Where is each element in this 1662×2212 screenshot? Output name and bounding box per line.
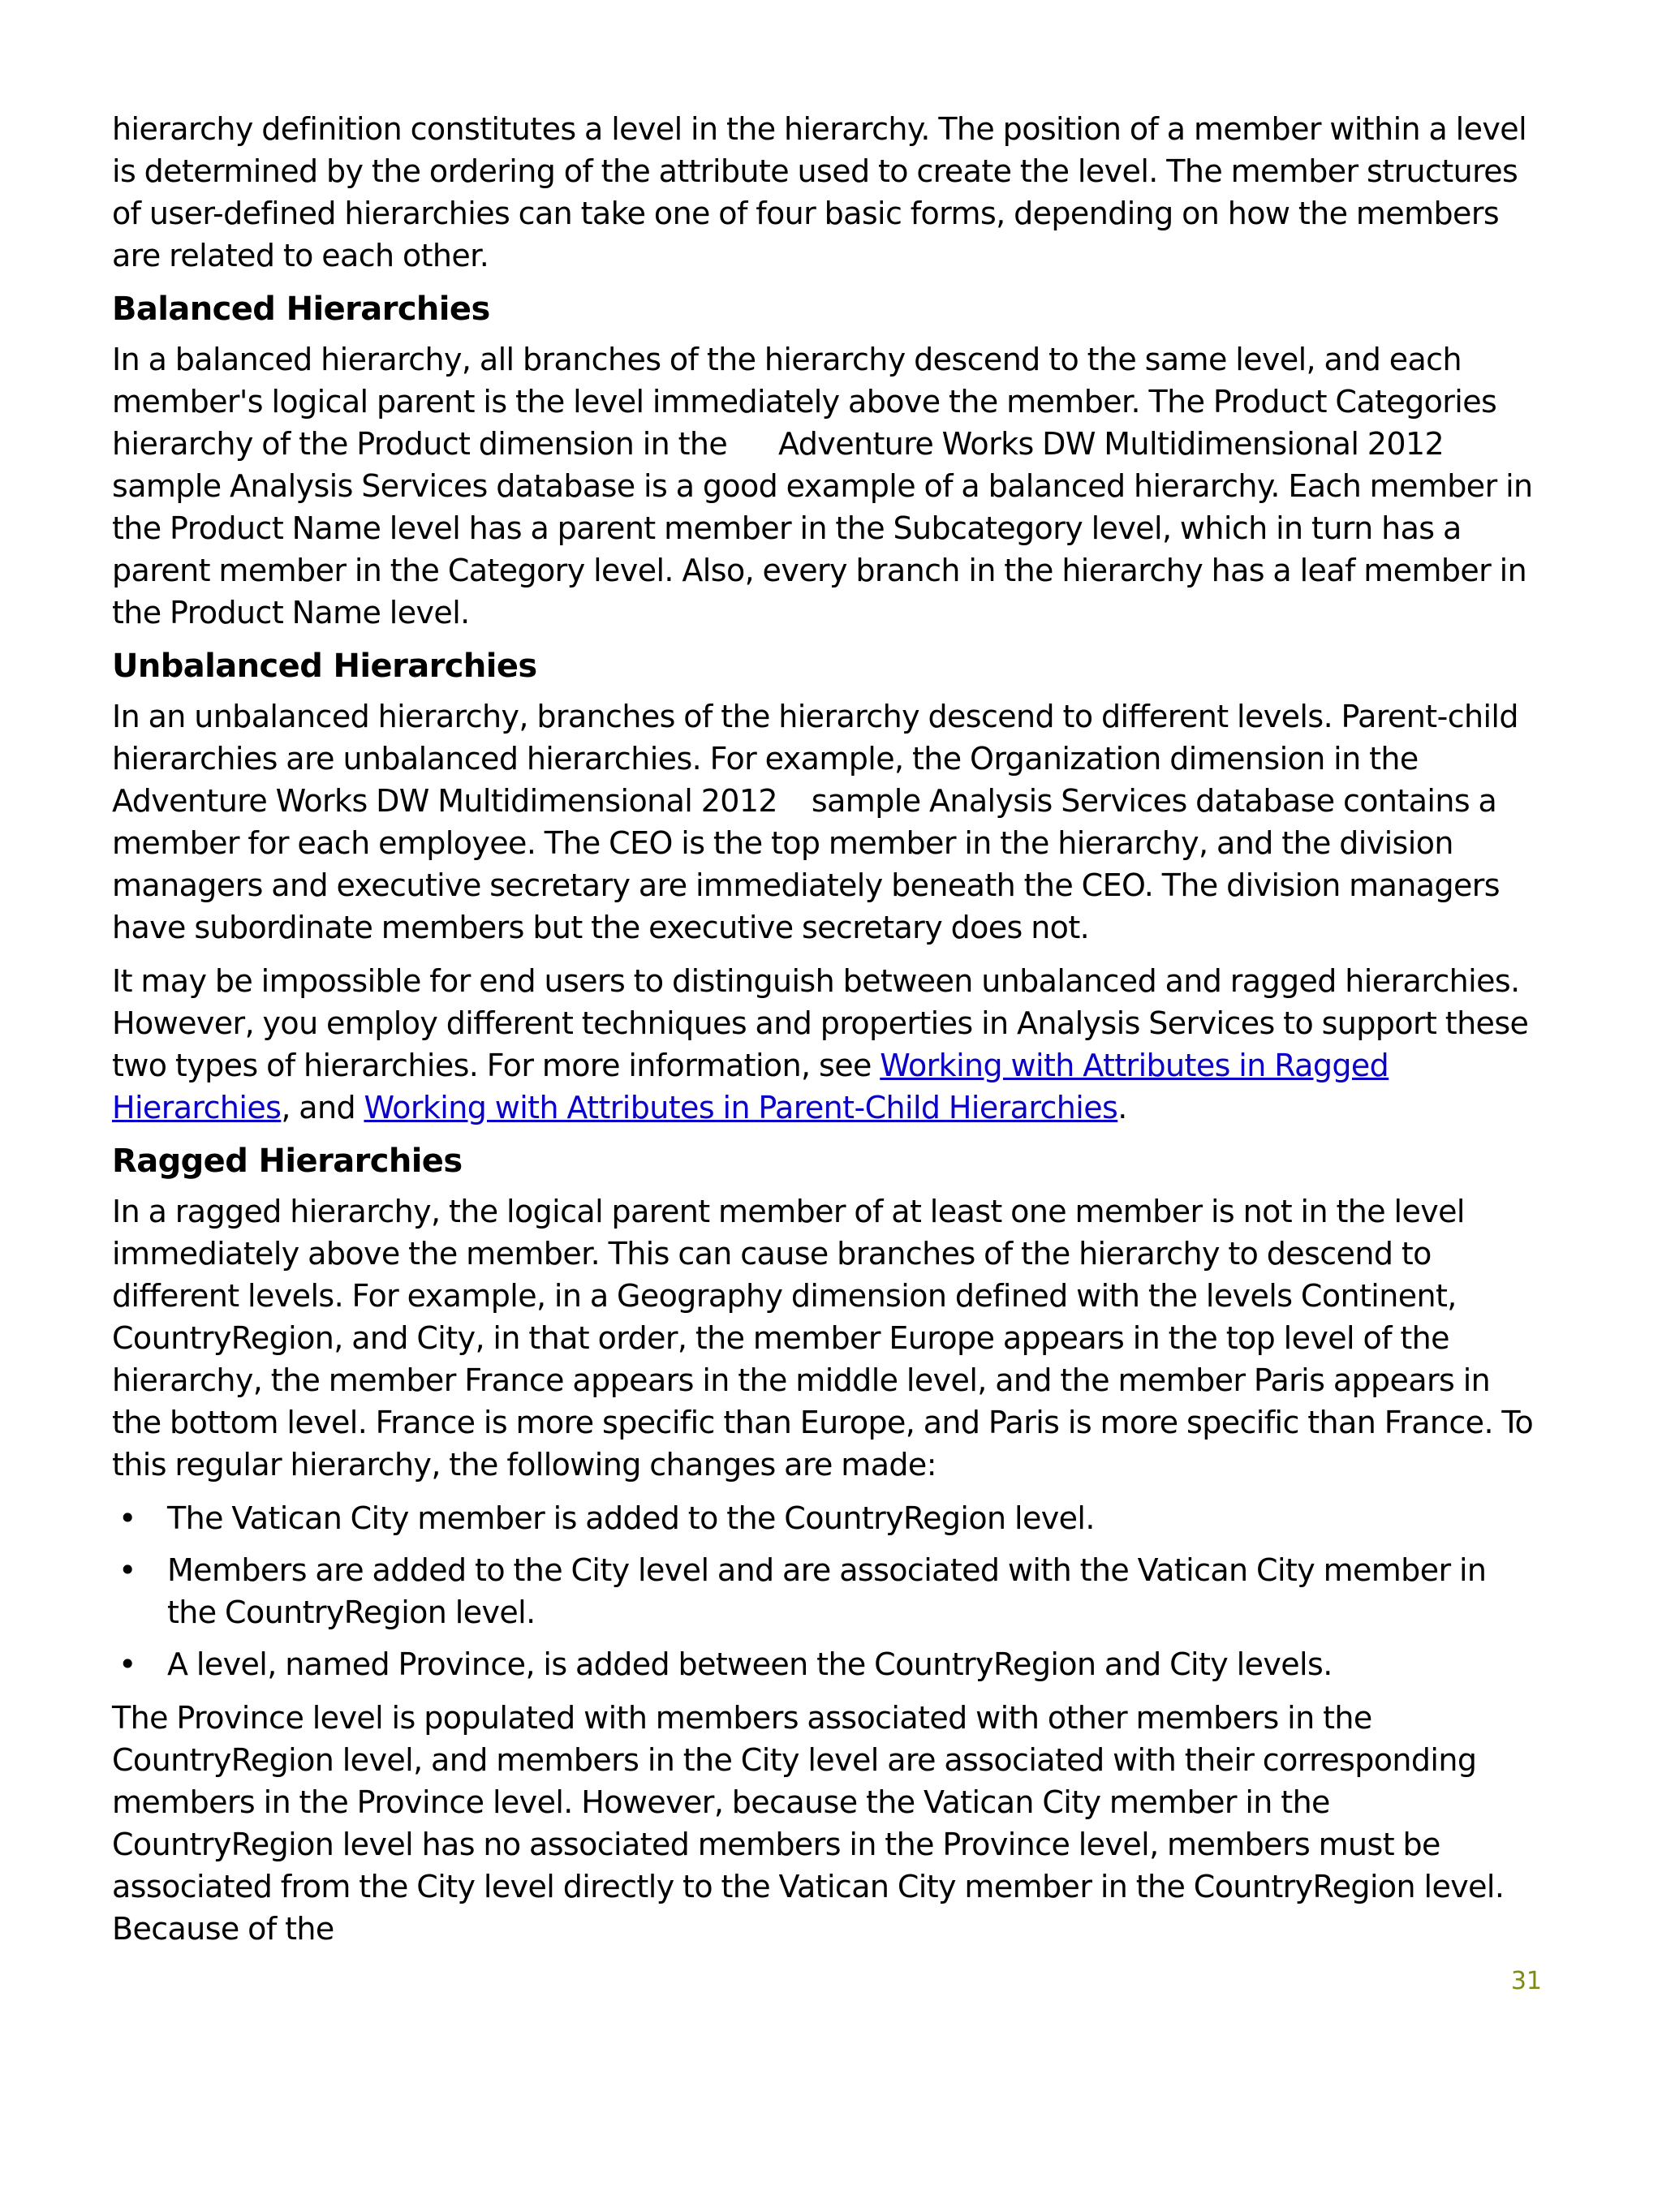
distinguish-text-start: It may be impossible for end users to distinguish between unbalanced and ragged hierarchies. However, you employ different techniques and properties in Analysis Services to support these two types of hierarchies. For more information, see: [112, 963, 1529, 1083]
bullet-icon: •: [118, 1552, 136, 1588]
document-page: [112, 108, 1542, 1961]
heading-unbalanced-hierarchies: Unbalanced Hierarchies: [112, 648, 537, 685]
list-item: [112, 1497, 1542, 1539]
balanced-paragraph: In a balanced hierarchy, all branches of the hierarchy descend to the same level, and each member's logical parent is the level immediately above the member. The Product Categories hierarchy of the Product dimension in the Adventure Works DW Multidimensional 2012 sample Analysis Services database is a good example of a balanced hierarchy. Each member in the Product Name level has a parent member in the Subcategory level, which in turn has a parent member in the Category level. Also, every branch in the hierarchy has a leaf member in the Product Name level.: [112, 342, 1533, 630]
intro-paragraph: hierarchy definition constitutes a level in the hierarchy. The position of a member within a level is determined by the ordering of the attribute used to create the level. The member structures of user-defined hierarchies can take one of four basic forms, depending on how the members are related to each other.: [112, 111, 1527, 273]
bullet-icon: •: [118, 1500, 136, 1536]
list-item-text: Members are added to the City level and are associated with the Vatican City member in the CountryRegion level.: [167, 1552, 1487, 1630]
distinguish-text-end: .: [1117, 1090, 1127, 1125]
bullet-icon: •: [118, 1646, 136, 1682]
list-item-text: A level, named Province, is added between the CountryRegion and City levels.: [167, 1646, 1333, 1682]
heading-ragged-hierarchies: Ragged Hierarchies: [112, 1143, 463, 1180]
list-item: [112, 1549, 1542, 1633]
unbalanced-paragraph: In an unbalanced hierarchy, branches of the hierarchy descend to different levels. Parent-child hierarchies are unbalanced hierarchies. For example, the Organization dimension in the Adventure Works DW Multidimensional 2012 sample Analysis Services database contains a member for each employee. The CEO is the top member in the hierarchy, and the division managers and executive secretary are immediately beneath the CEO. The division managers have subordinate members but the executive secretary does not.: [112, 699, 1518, 945]
ragged-paragraph: In a ragged hierarchy, the logical parent member of at least one member is not in the level immediately above the member. This can cause branches of the hierarchy to descend to different levels. For example, in a Geography dimension defined with the levels Continent, CountryRegion, and City, in that order, the member Europe appears in the top level of the hierarchy, the member France appears in the middle level, and the member Paris appears in the bottom level. France is more specific than Europe, and Paris is more specific than France. To this regular hierarchy, the following changes are made:: [112, 1194, 1534, 1483]
list-item-text: The Vatican City member is added to the CountryRegion level.: [167, 1500, 1095, 1536]
distinguish-text-mid: , and: [281, 1090, 364, 1125]
changes-bullet-list: [112, 1497, 1542, 1685]
link-ragged-hierarchies[interactable]: Working with Attributes in Ragged Hierarchies: [112, 1048, 1389, 1125]
distinguish-paragraph: [112, 960, 1542, 1129]
province-paragraph: The Province level is populated with members associated with other members in the CountryRegion level, and members in the City level are associated with their corresponding members in the Province level. However, because the Vatican City member in the CountryRegion level has no associated members in the Province level, members must be associated from the City level directly to the Vatican City member in the CountryRegion level. Because of the: [112, 1700, 1505, 1947]
link-parent-child-hierarchies[interactable]: Working with Attributes in Parent-Child Hierarchies: [364, 1090, 1118, 1125]
heading-balanced-hierarchies: Balanced Hierarchies: [112, 290, 490, 328]
page-number: 31: [1510, 1967, 1542, 1995]
list-item: [112, 1643, 1542, 1685]
